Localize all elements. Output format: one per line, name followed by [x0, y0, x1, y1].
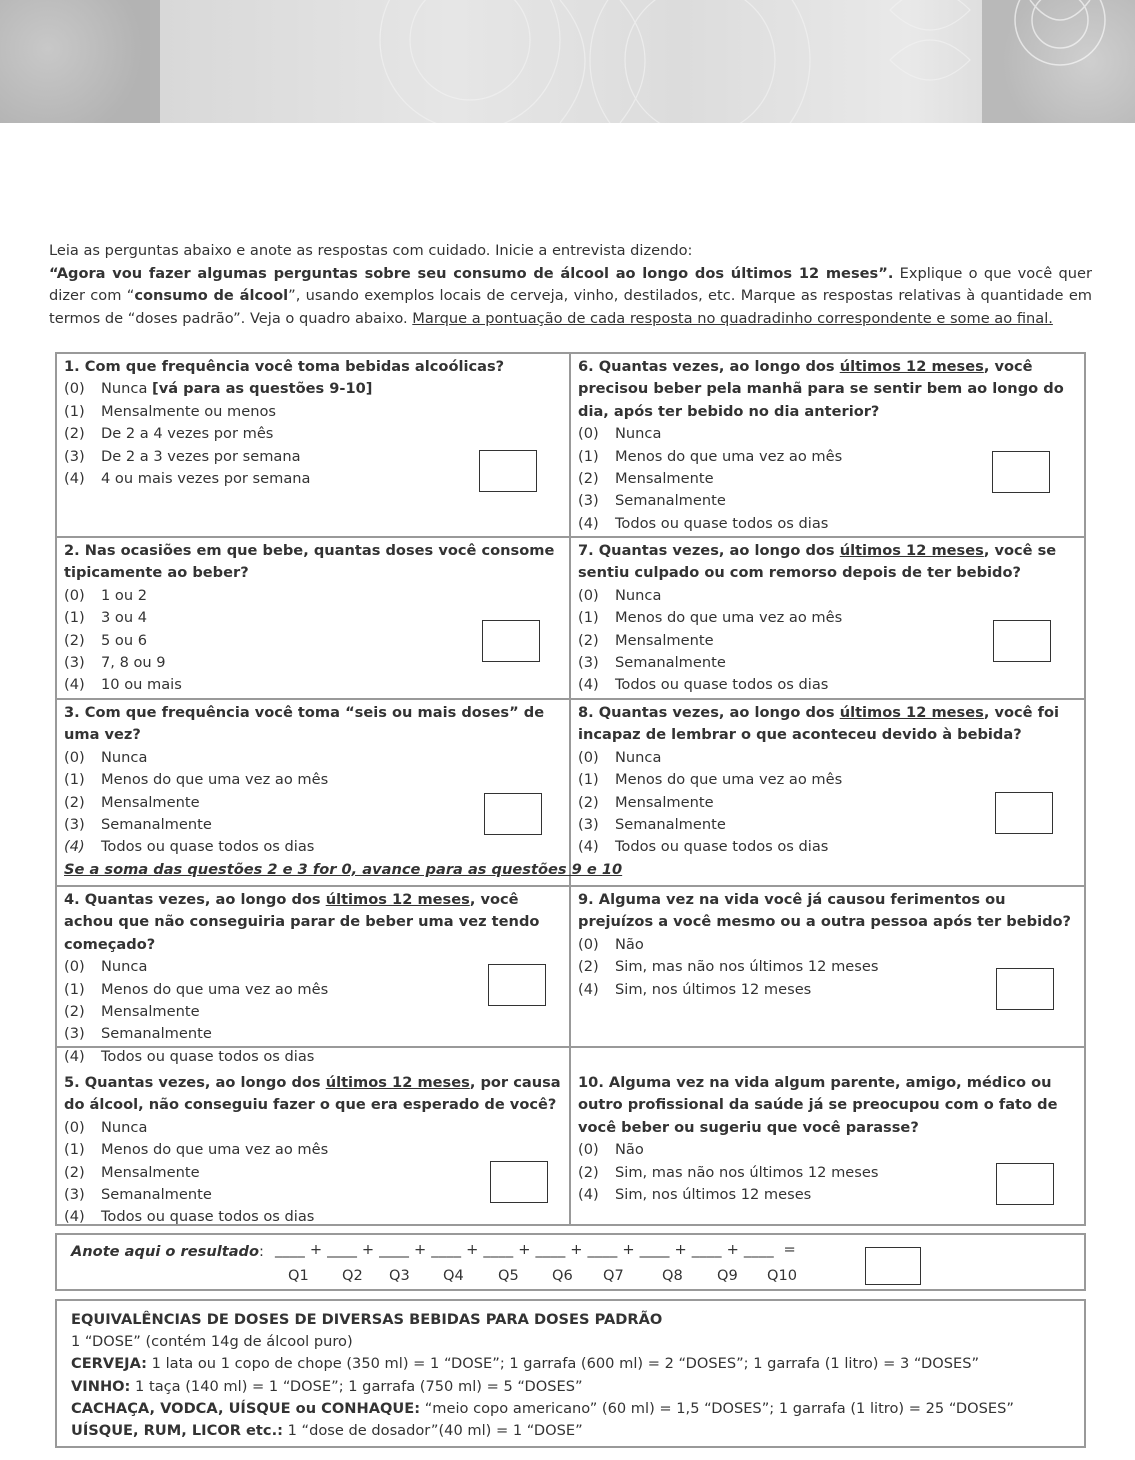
- option-number: (2): [578, 958, 599, 976]
- option-text: Semanalmente: [615, 816, 726, 834]
- option: [578, 769, 1078, 791]
- option-text: Todos ou quase todos os dias: [615, 514, 829, 532]
- option-text: Nunca: [101, 380, 153, 398]
- question-title: 9. Alguma vez na vida você já causou ferimentos ou prejuízos a você mesmo ou a outra pessoa após ter bebido?: [578, 891, 1072, 931]
- banner-ornament: [0, 0, 1135, 123]
- score-box-q9[interactable]: [996, 968, 1054, 1010]
- question-4: [57, 887, 571, 1065]
- option-number: (4): [578, 676, 599, 694]
- option-number: (4): [578, 838, 599, 856]
- option-number: (4): [64, 1047, 85, 1065]
- option: [64, 674, 563, 696]
- question-8: [571, 700, 1084, 885]
- option-text: 4 ou mais vezes por semana: [101, 470, 311, 488]
- equivalence-row: CACHAÇA, VODCA, UÍSQUE ou CONHAQUE: “meio copo americano” (60 ml) = 1,5 “DOSES”; 1 garrafa (1 litro) = 25 “DOSES”: [71, 1399, 1014, 1417]
- option: [64, 1117, 563, 1139]
- dose-equivalence-panel: [55, 1299, 1086, 1448]
- equivalence-row: VINHO: 1 taça (140 ml) = 1 “DOSE”; 1 garrafa (750 ml) = 5 “DOSES”: [71, 1377, 583, 1395]
- q-label: Q10: [767, 1267, 798, 1284]
- option-text: Menos do que uma vez ao mês: [101, 771, 329, 789]
- option-number: (2): [578, 631, 599, 649]
- option: [64, 585, 563, 607]
- instruction-text: ”, usando exemplos locais de cerveja, vinho, destilados, etc. Marque as respostas relativas à quantidade em termos de “doses padrão”. Veja o quadro abaixo.: [49, 287, 1093, 327]
- option-text: 10 ou mais: [101, 676, 182, 694]
- option-number: (0): [578, 748, 599, 766]
- option: [64, 836, 563, 858]
- score-box-q7[interactable]: [993, 620, 1051, 662]
- option-text: Semanalmente: [101, 1025, 212, 1043]
- option: [578, 1139, 1078, 1161]
- option-number: (0): [64, 748, 85, 766]
- instructions: [49, 240, 1092, 330]
- result-panel: [55, 1233, 1086, 1291]
- option-text: De 2 a 3 vezes por semana: [101, 447, 301, 465]
- option: [578, 934, 1078, 956]
- option-number: (2): [578, 470, 599, 488]
- score-box-q1[interactable]: [479, 450, 537, 492]
- option-number: (0): [578, 425, 599, 443]
- q-label: Q8: [662, 1267, 683, 1284]
- option-text: Semanalmente: [615, 492, 726, 510]
- question-row: [57, 1046, 1084, 1224]
- option-text: De 2 a 4 vezes por mês: [101, 425, 274, 443]
- option-text: Menos do que uma vez ao mês: [615, 609, 843, 627]
- question-3: [57, 700, 623, 885]
- option: [578, 836, 1078, 858]
- question-title: 7. Quantas vezes, ao longo dos últimos 12 meses, você se sentiu culpado ou com remorso depois de ter bebido?: [578, 542, 1057, 582]
- option-text: Todos ou quase todos os dias: [615, 676, 829, 694]
- option-number: (1): [578, 609, 599, 627]
- score-box-q3[interactable]: [484, 793, 542, 835]
- option-number: (3): [64, 1186, 85, 1204]
- instruction-paragraph: [49, 263, 1092, 331]
- option-number: (0): [578, 935, 599, 953]
- option-text: Menos do que uma vez ao mês: [101, 980, 329, 998]
- question-1: [57, 354, 571, 536]
- option-skip-note: [vá para as questões 9-10]: [152, 380, 373, 398]
- score-box-q2[interactable]: [482, 620, 540, 662]
- interview-quote: “Agora vou fazer algumas perguntas sobre seu consumo de álcool ao longo dos últimos 12 meses”.: [49, 264, 894, 282]
- option-text: 1 ou 2: [101, 586, 148, 604]
- option: [578, 674, 1078, 696]
- option-text: Não: [615, 935, 644, 953]
- option-text: Semanalmente: [101, 816, 212, 834]
- option-number: (1): [578, 771, 599, 789]
- option-number: (4): [578, 980, 599, 998]
- q-label: Q7: [603, 1267, 624, 1284]
- option-text: Sim, nos últimos 12 meses: [615, 1186, 812, 1204]
- question-row: [57, 698, 1084, 885]
- q-label: Q9: [717, 1267, 738, 1284]
- result-label: Anote aqui o resultado:: [71, 1243, 264, 1260]
- option-text: Nunca: [101, 1118, 148, 1136]
- option-text: Nunca: [615, 586, 662, 604]
- option-number: (2): [64, 631, 85, 649]
- option: [64, 1139, 563, 1161]
- instruction-bold-term: consumo de álcool: [134, 287, 289, 305]
- q-label: Q6: [552, 1267, 573, 1284]
- question-title: 6. Quantas vezes, ao longo dos últimos 12 meses, você precisou beber pela manhã para se sentir bem ao longo do dia, após ter bebido no dia anterior?: [578, 358, 1064, 420]
- q-label: Q3: [389, 1267, 410, 1284]
- option: [64, 769, 563, 791]
- option-number: (3): [64, 816, 85, 834]
- option-number: (2): [578, 1163, 599, 1181]
- question-9: [571, 887, 1084, 1046]
- option-text: Nunca: [101, 958, 148, 976]
- equivalence-title: EQUIVALÊNCIAS DE DOSES DE DIVERSAS BEBIDAS PARA DOSES PADRÃO: [71, 1311, 663, 1328]
- option-number: (1): [578, 447, 599, 465]
- option: [578, 423, 1078, 445]
- option-number: (1): [64, 609, 85, 627]
- option-number: (1): [64, 402, 85, 420]
- option-text: Mensalmente: [615, 631, 714, 649]
- instruction-underlined: Marque a pontuação de cada resposta no quadradinho correspondente e some ao final.: [412, 309, 1053, 327]
- question-title: 10. Alguma vez na vida algum parente, amigo, médico ou outro profissional da saúde já se preocupou com o fato de você beber ou sugeriu que você parasse?: [578, 1074, 1058, 1136]
- questions-table: [55, 352, 1086, 1226]
- question-title: 4. Quantas vezes, ao longo dos últimos 12 meses, você achou que não conseguiria parar de beber uma vez tendo começado?: [64, 891, 540, 953]
- option: [64, 423, 563, 445]
- option-text: 7, 8 ou 9: [101, 654, 166, 672]
- option-number: (2): [64, 793, 85, 811]
- option-number: (0): [64, 586, 85, 604]
- option-text: Menos do que uma vez ao mês: [101, 1141, 329, 1159]
- option-text: Nunca: [615, 425, 662, 443]
- option-number: (2): [578, 793, 599, 811]
- score-box-q5[interactable]: [490, 1161, 548, 1203]
- option-text: Nunca: [101, 748, 148, 766]
- option-number: (1): [64, 1141, 85, 1159]
- option-number: (2): [64, 425, 85, 443]
- question-row: [57, 536, 1084, 698]
- score-box-q10[interactable]: [996, 1163, 1054, 1205]
- option-number: (0): [578, 1141, 599, 1159]
- dose-definition: 1 “DOSE” (contém 14g de álcool puro): [71, 1333, 353, 1351]
- option-number: (4): [578, 1186, 599, 1204]
- score-box-q4[interactable]: [488, 964, 546, 1006]
- question-title: 5. Quantas vezes, ao longo dos últimos 12 meses, por causa do álcool, não conseguiu fazer o que era esperado de você?: [64, 1074, 561, 1114]
- question-title: 1. Com que frequência você toma bebidas alcoólicas?: [64, 358, 505, 375]
- option: [64, 747, 563, 769]
- question-2: [57, 538, 571, 698]
- option-text: Sim, mas não nos últimos 12 meses: [615, 1163, 879, 1181]
- skip-instruction: Se a soma das questões 2 e 3 for 0, avance para as questões 9 e 10: [64, 860, 623, 878]
- option-text: Mensalmente ou menos: [101, 402, 276, 420]
- score-sum-line[interactable]: ____ + ____ + ____ + ____ + ____ + ____ + ____ + ____ + ____ + ____ =: [275, 1241, 796, 1258]
- option-number: (0): [64, 958, 85, 976]
- option-number: (0): [64, 1118, 85, 1136]
- option-number: (2): [64, 1003, 85, 1021]
- option-number: (3): [64, 447, 85, 465]
- instruction-line: Leia as perguntas abaixo e anote as respostas com cuidado. Inicie a entrevista dizendo:: [49, 242, 693, 259]
- option: [578, 585, 1078, 607]
- option-text: Menos do que uma vez ao mês: [615, 447, 843, 465]
- option-number: (3): [578, 492, 599, 510]
- option-text: Nunca: [615, 748, 662, 766]
- option-text: Sim, mas não nos últimos 12 meses: [615, 958, 879, 976]
- option: [578, 513, 1078, 535]
- q-label: Q4: [443, 1267, 464, 1284]
- option-text: Semanalmente: [101, 1186, 212, 1204]
- option-number: (2): [64, 1163, 85, 1181]
- q-label: Q2: [342, 1267, 363, 1284]
- option: [64, 1206, 563, 1228]
- q-label: Q1: [288, 1267, 309, 1284]
- option-text: Mensalmente: [101, 793, 200, 811]
- option-text: Todos ou quase todos os dias: [101, 1208, 315, 1226]
- option-text: Mensalmente: [615, 470, 714, 488]
- option: [578, 490, 1078, 512]
- question-title: 8. Quantas vezes, ao longo dos últimos 12 meses, você foi incapaz de lembrar o que aconteceu devido à bebida?: [578, 704, 1059, 744]
- option-text: Menos do que uma vez ao mês: [615, 771, 843, 789]
- option-text: Mensalmente: [101, 1163, 200, 1181]
- q-label: Q5: [498, 1267, 519, 1284]
- option-number: (3): [578, 816, 599, 834]
- equivalence-row: UÍSQUE, RUM, LICOR etc.: 1 “dose de dosador”(40 ml) = 1 “DOSE”: [71, 1422, 583, 1440]
- option-text: Mensalmente: [615, 793, 714, 811]
- option-text: 3 ou 4: [101, 609, 148, 627]
- total-score-box[interactable]: [865, 1247, 921, 1285]
- option-number: (4): [64, 838, 85, 856]
- option-number: (4): [64, 676, 85, 694]
- option-number: (4): [64, 470, 85, 488]
- question-row: [57, 354, 1084, 536]
- option: [578, 747, 1078, 769]
- header-banner: [0, 0, 1135, 123]
- option-number: (4): [578, 514, 599, 532]
- score-box-q8[interactable]: [995, 792, 1053, 834]
- option-text: 5 ou 6: [101, 631, 148, 649]
- option: [64, 1162, 563, 1184]
- question-title: 2. Nas ocasiões em que bebe, quantas doses você consome tipicamente ao beber?: [64, 542, 555, 582]
- option-text: Todos ou quase todos os dias: [615, 838, 829, 856]
- question-5: [57, 1048, 571, 1224]
- option: [64, 401, 563, 423]
- option-text: Mensalmente: [101, 1003, 200, 1021]
- option-number: (4): [64, 1208, 85, 1226]
- question-7: [571, 538, 1084, 698]
- option: [64, 1184, 563, 1206]
- option-number: (0): [64, 380, 85, 398]
- question-row: [57, 885, 1084, 1065]
- score-box-q6[interactable]: [992, 451, 1050, 493]
- option-text: Todos ou quase todos os dias: [101, 1047, 315, 1065]
- question-10: [571, 1048, 1084, 1224]
- option-text: Sim, nos últimos 12 meses: [615, 980, 812, 998]
- option-number: (3): [578, 654, 599, 672]
- options-list: [64, 1117, 563, 1229]
- question-title: 3. Com que frequência você toma “seis ou mais doses” de uma vez?: [64, 704, 545, 744]
- option: [64, 378, 563, 400]
- option-number: (1): [64, 771, 85, 789]
- option: [64, 1023, 563, 1045]
- option-number: (0): [578, 586, 599, 604]
- option-text: Semanalmente: [615, 654, 726, 672]
- option-text: Não: [615, 1141, 644, 1159]
- question-6: [571, 354, 1084, 536]
- instruction-text: Explique o que você quer dizer com “: [49, 264, 1092, 305]
- option-text: Todos ou quase todos os dias: [101, 838, 315, 856]
- option-number: (3): [64, 654, 85, 672]
- option-number: (3): [64, 1025, 85, 1043]
- option-number: (1): [64, 980, 85, 998]
- equivalence-row: CERVEJA: 1 lata ou 1 copo de chope (350 ml) = 1 “DOSE”; 1 garrafa (600 ml) = 2 “DOSES”; 1 garrafa (1 litro) = 3 “DOSES”: [71, 1355, 980, 1373]
